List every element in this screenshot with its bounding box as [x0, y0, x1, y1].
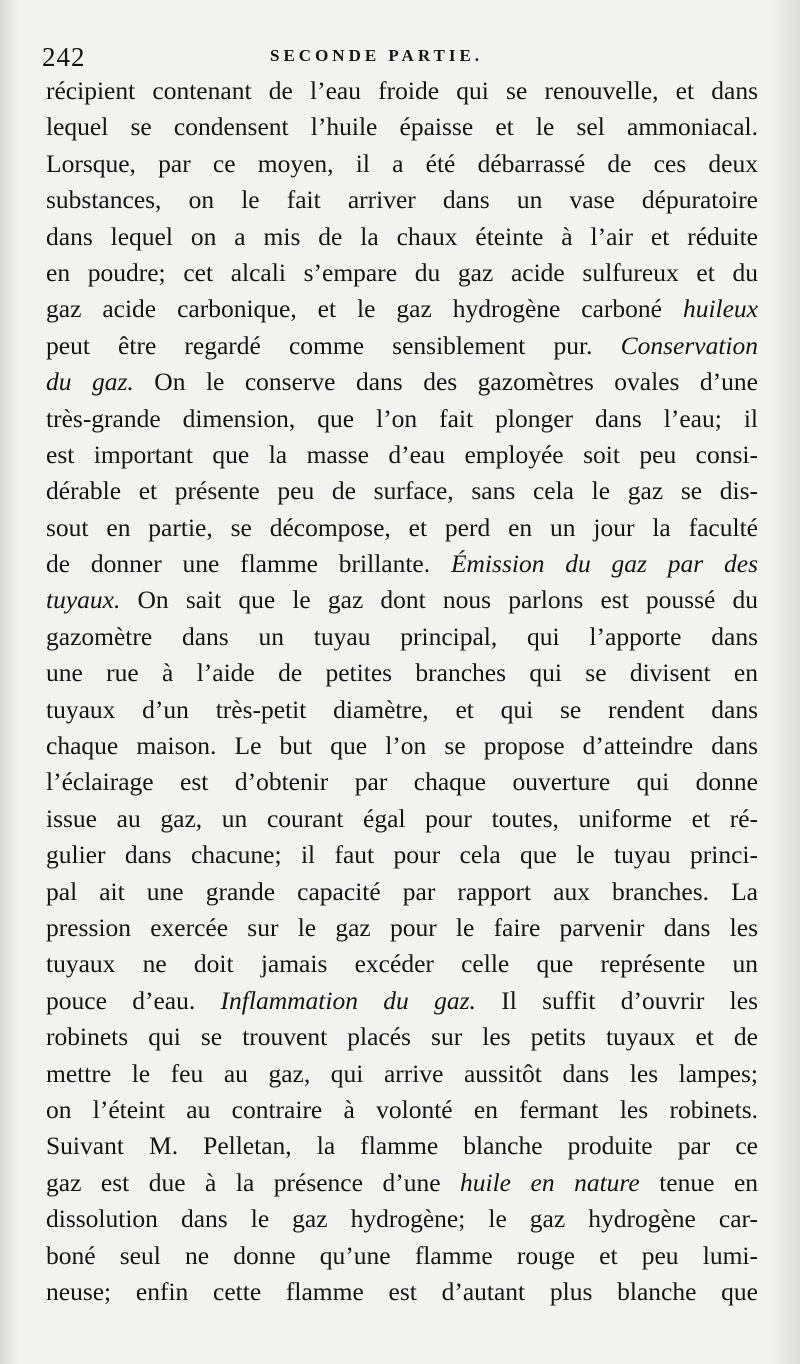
- text-line: [46, 910, 758, 946]
- text-run: robinets qui se trouvent placés sur les petits tuyaux et de: [46, 1022, 758, 1052]
- italic-phrase: tuyaux.: [46, 585, 121, 615]
- text-line: [46, 874, 758, 910]
- text-run: pouce d’eau.: [46, 985, 221, 1015]
- text-line: [46, 1274, 758, 1310]
- text-line: [46, 437, 758, 473]
- page-header: [40, 38, 760, 72]
- text-line: [46, 109, 758, 145]
- text-line: [46, 1019, 758, 1055]
- italic-phrase: du gaz.: [46, 367, 134, 397]
- page-number: 242: [42, 42, 86, 72]
- text-line: [46, 1165, 758, 1201]
- text-line: [46, 255, 758, 291]
- text-line: [46, 182, 758, 218]
- text-line: [46, 1128, 758, 1164]
- text-run: boné seul ne donne qu’une flamme rouge et peu lumi-: [46, 1240, 758, 1270]
- text-line: [46, 1092, 758, 1128]
- text-line: [46, 1201, 758, 1237]
- text-run: tuyaux ne doit jamais excéder celle que représente un: [46, 949, 758, 979]
- text-line: [46, 73, 758, 109]
- text-run: gulier dans chacune; il faut pour cela que le tuyau princi-: [46, 840, 758, 870]
- italic-phrase: Conservation: [620, 330, 758, 360]
- text-run: gaz acide carbonique, et le gaz hydrogène carboné: [46, 294, 683, 324]
- text-line: [46, 473, 758, 509]
- text-run: lequel se condensent l’huile épaisse et le sel ammoniacal.: [46, 112, 758, 142]
- text-line: [46, 946, 758, 982]
- text-run: tenue en: [639, 1167, 758, 1197]
- text-line: [46, 692, 758, 728]
- text-line: [46, 1238, 758, 1274]
- text-run: Il suffit d’ouvrir les: [475, 985, 758, 1015]
- text-line: [46, 328, 758, 364]
- text-line: [46, 219, 758, 255]
- text-run: de donner une flamme brillante.: [46, 549, 451, 579]
- text-run: on l’éteint au contraire à volonté en fermant les robinets.: [46, 1094, 758, 1124]
- text-line: [46, 401, 758, 437]
- italic-phrase: Émission du gaz par des: [450, 549, 758, 579]
- text-line: [46, 291, 758, 327]
- text-run: chaque maison. Le but que l’on se propose d’atteindre dans: [46, 731, 758, 761]
- text-line: [46, 655, 758, 691]
- text-run: gaz est due à la présence d’une: [46, 1167, 461, 1197]
- text-run: pression exercée sur le gaz pour le faire parvenir dans les: [46, 912, 758, 942]
- text-run: pal ait une grande capacité par rapport aux branches. La: [46, 876, 758, 906]
- text-line: [46, 801, 758, 837]
- italic-phrase: huile en nature: [460, 1167, 640, 1197]
- text-line: [46, 764, 758, 800]
- running-head: SECONDE PARTIE.: [270, 46, 484, 65]
- text-line: [46, 1056, 758, 1092]
- text-run: dérable et présente peu de surface, sans cela le gaz se dis-: [46, 476, 758, 506]
- text-line: [46, 146, 758, 182]
- text-line: [46, 546, 758, 582]
- text-run: récipient contenant de l’eau froide qui se renouvelle, et dans: [46, 76, 758, 105]
- text-line: [46, 728, 758, 764]
- text-run: Lorsque, par ce moyen, il a été débarrassé de ces deux: [46, 148, 758, 178]
- text-run: très-grande dimension, que l’on fait plonger dans l’eau; il: [46, 403, 758, 433]
- text-line: [46, 619, 758, 655]
- text-run: tuyaux d’un très-petit diamètre, et qui se rendent dans: [46, 694, 758, 724]
- text-run: l’éclairage est d’obtenir par chaque ouverture qui donne: [46, 767, 758, 797]
- text-run: est important que la masse d’eau employée soit peu consi-: [46, 439, 758, 469]
- text-run: On le conserve dans des gazomètres ovales d’une: [133, 367, 758, 397]
- text-line: [46, 983, 758, 1019]
- text-run: gazomètre dans un tuyau principal, qui l’apporte dans: [46, 621, 758, 651]
- text-run: mettre le feu au gaz, qui arrive aussitôt dans les lampes;: [46, 1058, 758, 1088]
- text-run: dans lequel on a mis de la chaux éteinte à l’air et réduite: [46, 221, 758, 251]
- italic-phrase: huileux: [682, 294, 758, 324]
- text-run: neuse; enfin cette flamme est d’autant plus blanche que: [46, 1276, 758, 1306]
- text-run: Suivant M. Pelletan, la flamme blanche produite par ce: [46, 1131, 758, 1161]
- text-line: [46, 582, 758, 618]
- text-line: [46, 837, 758, 873]
- text-line: [46, 510, 758, 546]
- text-run: peut être regardé comme sensiblement pur.: [46, 330, 621, 360]
- text-run: On sait que le gaz dont nous parlons est poussé du: [120, 585, 758, 615]
- text-run: dissolution dans le gaz hydrogène; le gaz hydrogène car-: [46, 1204, 758, 1234]
- text-run: sout en partie, se décompose, et perd en un jour la faculté: [46, 512, 758, 542]
- text-run: une rue à l’aide de petites branches qui se divisent en: [46, 658, 758, 688]
- body-text: [46, 73, 758, 1310]
- text-run: en poudre; cet alcali s’empare du gaz acide sulfureux et du: [46, 257, 758, 287]
- italic-phrase: Inflammation du gaz.: [220, 985, 476, 1015]
- text-run: issue au gaz, un courant égal pour toutes, uniforme et ré-: [46, 803, 758, 833]
- text-run: substances, on le fait arriver dans un vase dépuratoire: [46, 185, 758, 215]
- text-line: [46, 364, 758, 400]
